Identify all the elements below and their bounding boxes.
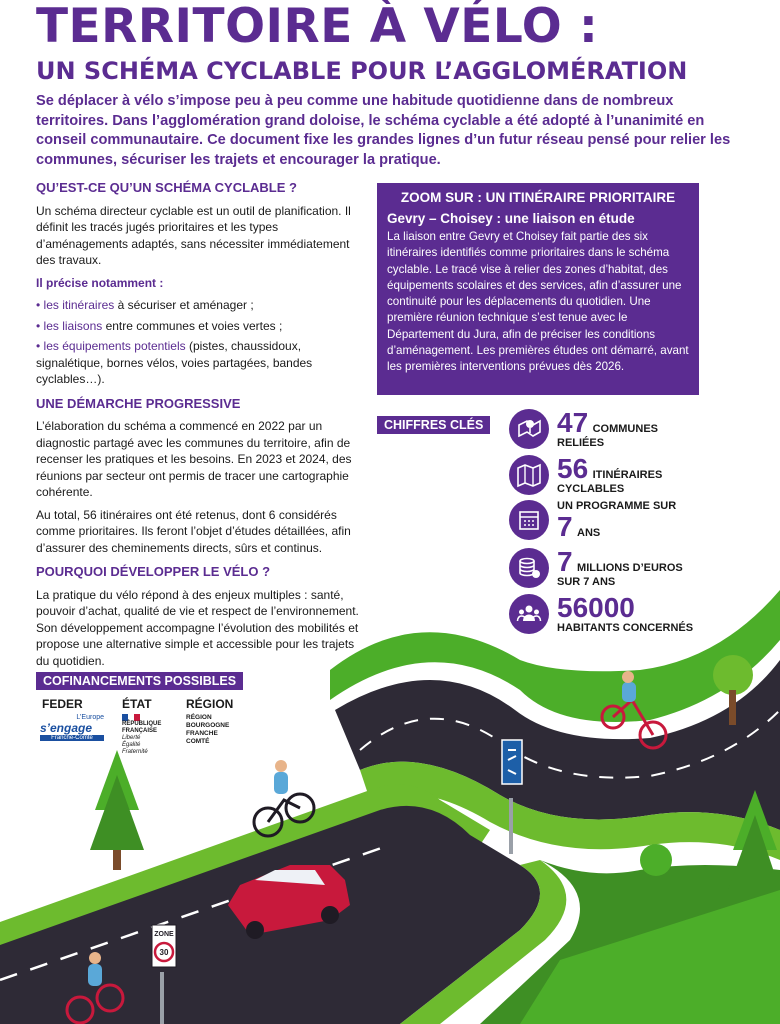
zoom-title: ZOOM SUR : UN ITINÉRAIRE PRIORITAIRE — [400, 190, 676, 205]
stat-label: ANS — [577, 527, 601, 539]
section-heading-pourquoi: POURQUOI DÉVELOPPER LE VÉLO ? — [36, 564, 271, 579]
calendar-icon — [509, 500, 549, 540]
bullet-highlight: les itinéraires — [43, 298, 115, 312]
etat-label: ÉTAT — [122, 697, 152, 711]
region-logo: RÉGION BOURGOGNE FRANCHE COMTÉ — [186, 714, 230, 745]
precise-label: Il précise notamment : — [36, 275, 164, 290]
stat-label: COMMUNES — [592, 423, 658, 435]
chiffres-cles-label: CHIFFRES CLÉS — [377, 416, 490, 434]
tree-illustration — [90, 750, 144, 870]
zone-sign-speed: 30 — [159, 948, 169, 957]
zoom-text: La liaison entre Gevry et Choisey fait partie des six itinéraires identifiés comme prioritaires dans le schéma cyclable. Le tracé vise à relier des zones d’habitat, des équipements scolaires et des services, afin d’assurer une continuité pour les déplacements du quotidien. Une première réunion technique s’est tenue avec le Département du Jura, afin de préciser les conditions d’aménagement. Les premières études ont démarré, avant les premières interventions prévues dès 2026. — [387, 230, 689, 374]
bullet-item: • les équipements potentiels (pistes, chaussidoux, signalétique, bornes vélos, voies partagées, bandes cyclables…). — [36, 339, 313, 386]
stat-label: HABITANTS CONCERNÉS — [557, 622, 694, 634]
section-heading-schema: QU’EST-CE QU’UN SCHÉMA CYCLABLE ? — [36, 180, 297, 195]
etat-logo: RÉPUBLIQUE FRANÇAISE Liberté Égalité Fraternité — [122, 714, 172, 754]
page-subtitle: UN SCHÉMA CYCLABLE POUR L’AGGLOMÉRATION — [36, 57, 688, 85]
stat-number: 7 — [557, 511, 573, 542]
stat-label: SUR 7 ANS — [557, 576, 616, 588]
stat-number: 47 — [557, 407, 589, 438]
bullet-item: • les liaisons entre communes et voies vertes ; — [36, 318, 283, 333]
stat-label: UN PROGRAMME SUR — [557, 500, 677, 512]
feder-label: FEDER — [42, 697, 83, 711]
stat-number: 56000 — [557, 592, 635, 623]
stat-label: CYCLABLES — [557, 483, 625, 495]
intro-paragraph: Se déplacer à vélo s’impose peu à peu comme une habitude quotidienne dans de nombreux territoires. Dans l’agglomération grand doloise, le schéma cyclable a été adopté à l’unanimité en conseil communautaire. Ce document fixe les grandes lignes d’un futur réseau pensé pour relier les communes, sécuriser les trajets et encourager la pratique. — [36, 93, 731, 168]
zoom-subtitle: Gevry – Choisey : une liaison en étude — [387, 211, 635, 226]
stat-label: ITINÉRAIRES — [592, 469, 663, 481]
schema-definition: Un schéma directeur cyclable est un outil de planification. Il définit les tracés jugés prioritaires et les types d’aménagements adaptés, sans nécessiter immédiatement des travaux. — [36, 203, 351, 267]
stat-number: 7 — [557, 546, 573, 577]
stat-itineraires — [509, 455, 739, 497]
pourquoi-paragraph: La pratique du vélo répond à des enjeux multiples : santé, pouvoir d’achat, qualité de vie et respect de l’environnement. Son développement accompagne l’évolution des mobilités et propose une alternative simple et accessible pour les trajets du quotidien. — [36, 587, 359, 668]
stat-programme — [509, 500, 739, 542]
bullet-highlight: les équipements potentiels — [43, 339, 186, 353]
bullet-item: • les itinéraires à sécuriser et aménager ; — [36, 298, 254, 312]
demarche-paragraph-2: Au total, 56 itinéraires ont été retenus, dont 6 considérés comme prioritaires. Ils feront l’objet d’études détaillées, afin d’assurer des cheminements directs, sûrs et continus. — [36, 507, 351, 555]
feder-logo: L’Europe s’engage Franche-Comté — [40, 714, 104, 741]
bullet-highlight: les liaisons — [43, 318, 103, 333]
stat-label: MILLIONS D’EUROS — [577, 562, 683, 574]
road-illustration — [0, 560, 780, 1024]
demarche-paragraph-1: L’élaboration du schéma a commencé en 2022 par un diagnostic partagé avec les communes du territoire, afin de recenser les pratiques et les besoins. En 2023 et 2024, des réunions par secteur ont permis de tracer une cartographie cohérente. — [36, 419, 352, 499]
stat-communes — [509, 409, 739, 451]
cofinancements-label: COFINANCEMENTS POSSIBLES — [36, 672, 243, 690]
map-icon — [509, 455, 549, 495]
stat-label: RELIÉES — [557, 437, 605, 449]
tree-illustration — [640, 844, 672, 876]
page-title: TERRITOIRE À VÉLO : — [36, 0, 599, 54]
zoom-box — [377, 183, 699, 395]
region-label: RÉGION — [186, 697, 234, 711]
section-heading-demarche: UNE DÉMARCHE PROGRESSIVE — [36, 395, 241, 411]
stat-number: 56 — [557, 453, 589, 484]
zone-sign-label: ZONE — [154, 931, 174, 938]
map-pin-icon — [509, 409, 549, 449]
